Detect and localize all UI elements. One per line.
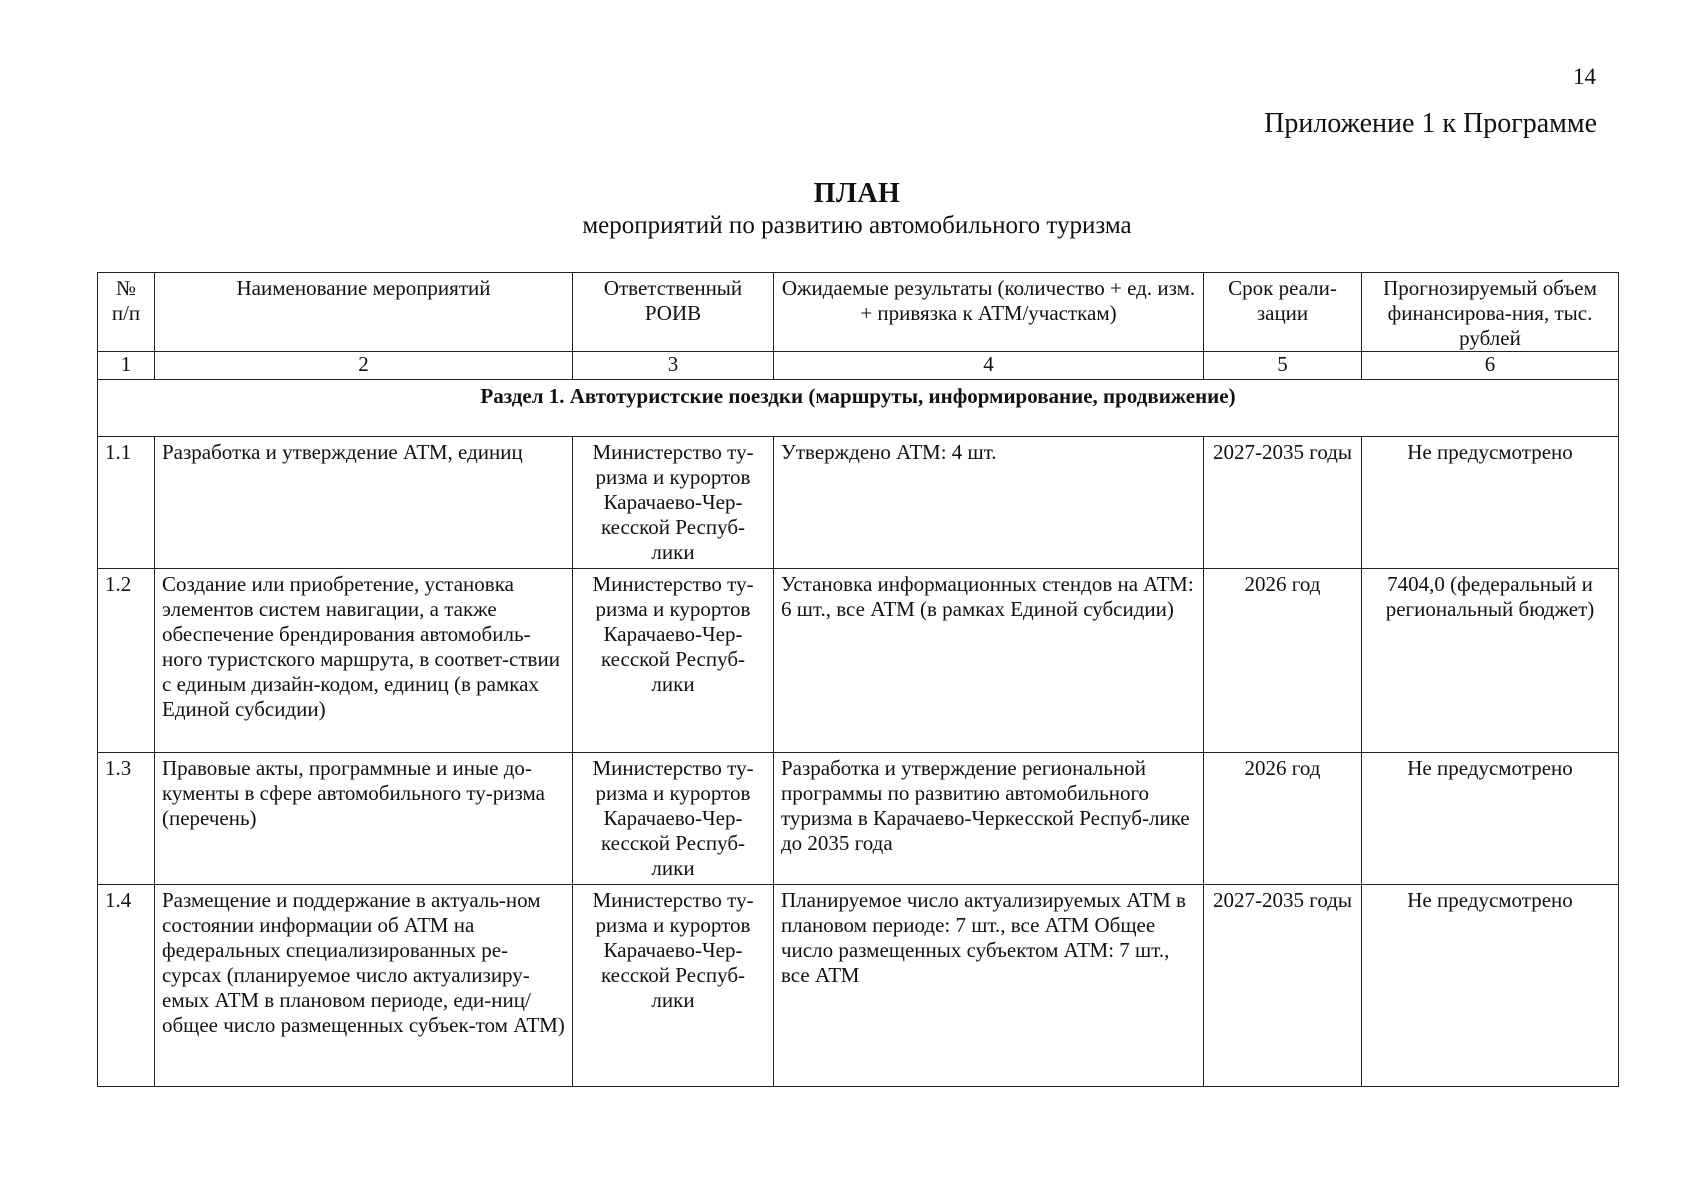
table-row xyxy=(98,885,1619,1087)
header-num: № п/п xyxy=(98,273,155,352)
row-result: Планируемое число актуализируемых АТМ в плановом периоде: 7 шт., все АТМ Общее число размещенных субъектом АТМ: 7 шт., все АТМ xyxy=(774,885,1204,1087)
row-num: 1.1 xyxy=(98,437,155,569)
row-financing: Не предусмотрено xyxy=(1362,753,1619,885)
row-financing: Не предусмотрено xyxy=(1362,437,1619,569)
header-term: Срок реали-зации xyxy=(1204,273,1362,352)
row-result: Разработка и утверждение региональной программы по развитию автомобильного туризма в Карачаево-Черкесской Респуб-лике до 2035 года xyxy=(774,753,1204,885)
row-financing: 7404,0 (федеральный и региональный бюджет) xyxy=(1362,569,1619,753)
column-number: 3 xyxy=(573,352,774,380)
section-row xyxy=(98,380,1619,437)
header-result: Ожидаемые результаты (количество + ед. изм. + привязка к АТМ/участкам) xyxy=(774,273,1204,352)
table-row xyxy=(98,437,1619,569)
row-name: Размещение и поддержание в актуаль-ном состоянии информации об АТМ на федеральных специализированных ре-сурсах (планируемое число актуализиру-емых АТМ в плановом периоде, еди-ниц/общее число размещенных субъек-том АТМ) xyxy=(155,885,573,1087)
row-name: Правовые акты, программные и иные до-кументы в сфере автомобильного ту-ризма (перечень) xyxy=(155,753,573,885)
row-num: 1.4 xyxy=(98,885,155,1087)
document-subtitle: мероприятий по развитию автомобильного туризма xyxy=(582,212,1132,239)
row-roiv: Министерство ту-ризма и курортов Карачаево-Чер-кесской Респуб-лики xyxy=(573,885,774,1087)
table-row xyxy=(98,753,1619,885)
column-number: 2 xyxy=(155,352,573,380)
column-numbers-row xyxy=(98,352,1619,380)
row-num: 1.3 xyxy=(98,753,155,885)
plan-table xyxy=(97,272,1619,1087)
document-title: ПЛАН xyxy=(813,178,901,209)
header-financing: Прогнозируемый объем финансирова-ния, тыс. рублей xyxy=(1362,273,1619,352)
row-roiv: Министерство ту-ризма и курортов Карачаево-Чер-кесской Респуб-лики xyxy=(573,753,774,885)
row-term: 2027-2035 годы xyxy=(1204,885,1362,1087)
page-number: 14 xyxy=(1573,64,1596,89)
appendix-label: Приложение 1 к Программе xyxy=(1264,108,1597,139)
column-number: 4 xyxy=(774,352,1204,380)
row-result: Утверждено АТМ: 4 шт. xyxy=(774,437,1204,569)
row-term: 2026 год xyxy=(1204,753,1362,885)
column-number: 5 xyxy=(1204,352,1362,380)
column-number: 6 xyxy=(1362,352,1619,380)
table-header-row xyxy=(98,273,1619,352)
section-title: Раздел 1. Автотуристские поездки (маршруты, информирование, продвижение) xyxy=(98,380,1619,437)
header-name: Наименование мероприятий xyxy=(155,273,573,352)
row-roiv: Министерство ту-ризма и курортов Карачаево-Чер-кесской Респуб-лики xyxy=(573,437,774,569)
row-result: Установка информационных стендов на АТМ: 6 шт., все АТМ (в рамках Единой субсидии) xyxy=(774,569,1204,753)
row-num: 1.2 xyxy=(98,569,155,753)
row-roiv: Министерство ту-ризма и курортов Карачаево-Чер-кесской Респуб-лики xyxy=(573,569,774,753)
row-name: Разработка и утверждение АТМ, единиц xyxy=(155,437,573,569)
row-name: Создание или приобретение, установка элементов систем навигации, а также обеспечение брендирования автомобиль-ного туристского маршрута, в соответ-ствии с единым дизайн-кодом, единиц (в рамках Единой субсидии) xyxy=(155,569,573,753)
column-number: 1 xyxy=(98,352,155,380)
header-roiv: Ответственный РОИВ xyxy=(573,273,774,352)
table-row xyxy=(98,569,1619,753)
row-term: 2027-2035 годы xyxy=(1204,437,1362,569)
row-term: 2026 год xyxy=(1204,569,1362,753)
row-financing: Не предусмотрено xyxy=(1362,885,1619,1087)
